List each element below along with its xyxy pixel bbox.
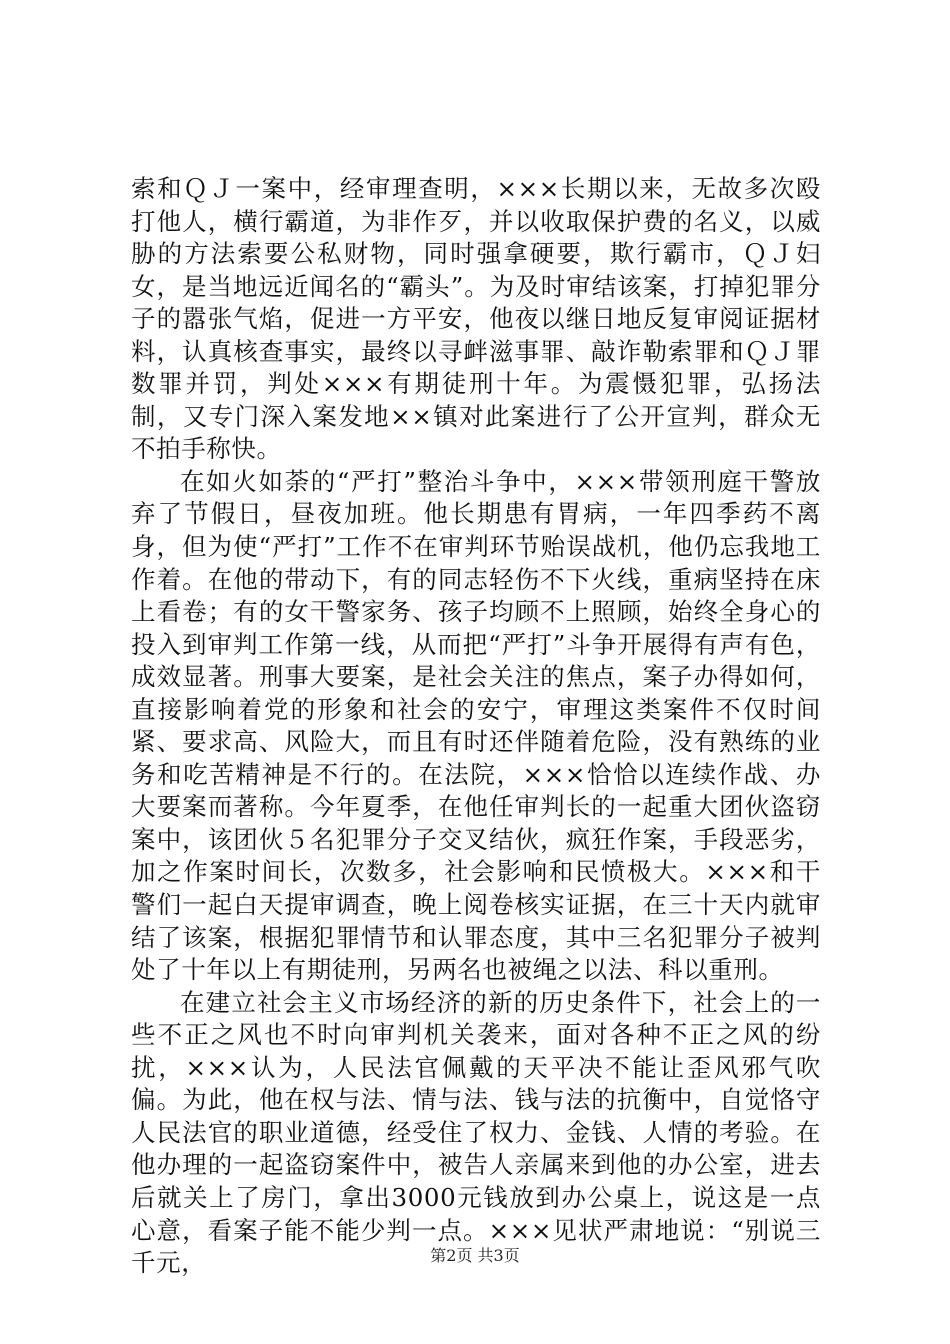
- paragraph-1: 索和ＱＪ一案中，经审理查明，×××长期以来，无故多次殴打他人，横行霸道，为非作歹，并以收取保护费的名义，以威胁的方法索要公私财物，同时强拿硬要，欺行霸市，ＱＪ妇女，是当地远近闻名的“霸头”。为及时审结该案，打掉犯罪分子的嚣张气焰，促进一方平安，他夜以继日地反复审阅证据材料，认真核查事实，最终以寻衅滋事罪、敲诈勒索罪和ＱＪ罪数罪并罚，判处×××有期徒刑十年。为震慑犯罪，弘扬法制，又专门深入案发地××镇对此案进行了公开宣判，群众无不拍手称快。: [131, 174, 821, 464]
- page-footer: 第2页 共3页: [430, 1246, 520, 1265]
- document-body: [131, 173, 821, 1280]
- paragraph-3: 在建立社会主义市场经济的新的历史条件下，社会上的一些不正之风也不时向审判机关袭来，面对各种不正之风的纷扰，×××认为，人民法官佩戴的天平决不能让歪风邪气吹偏。为此，他在权与法、情与法、钱与法的抗衡中，自觉恪守人民法官的职业道德，经受住了权力、金钱、人情的考验。在他办理的一起盗窃案件中，被告人亲属来到他的办公室，进去后就关上了房门，拿出3000元钱放到办公桌上，说这是一点心意，看案子能不能少判一点。×××见状严肃地说：“别说三千元，: [131, 987, 821, 1278]
- paragraph-2: 在如火如荼的“严打”整治斗争中，×××带领刑庭干警放弃了节假日，昼夜加班。他长期患有胃病，一年四季药不离身，但为使“严打”工作不在审判环节贻误战机，他仍忘我地工作着。在他的带动下，有的同志轻伤不下火线，重病坚持在床上看卷；有的女干警家务、孩子均顾不上照顾，始终全身心的投入到审判工作第一线，从而把“严打”斗争开展得有声有色，成效显著。刑事大要案，是社会关注的焦点，案子办得如何，直接影响着党的形象和社会的安宁，审理这类案件不仅时间紧、要求高、风险大，而且有时还伴随着危险，没有熟练的业务和吃苦精神是不行的。在法院，×××恰恰以连续作战、办大要案而著称。今年夏季，在他任审判长的一起重大团伙盗窃案中，该团伙５名犯罪分子交叉结伙，疯狂作案，手段恶劣，加之作案时间长，次数多，社会影响和民愤极大。×××和干警们一起白天提审调查，晚上阅卷核实证据，在三十天内就审结了该案，根据犯罪情节和认罪态度，其中三名犯罪分子被判处了十年以上有期徒刑，另两名也被绳之以法、科以重刑。: [131, 466, 821, 985]
